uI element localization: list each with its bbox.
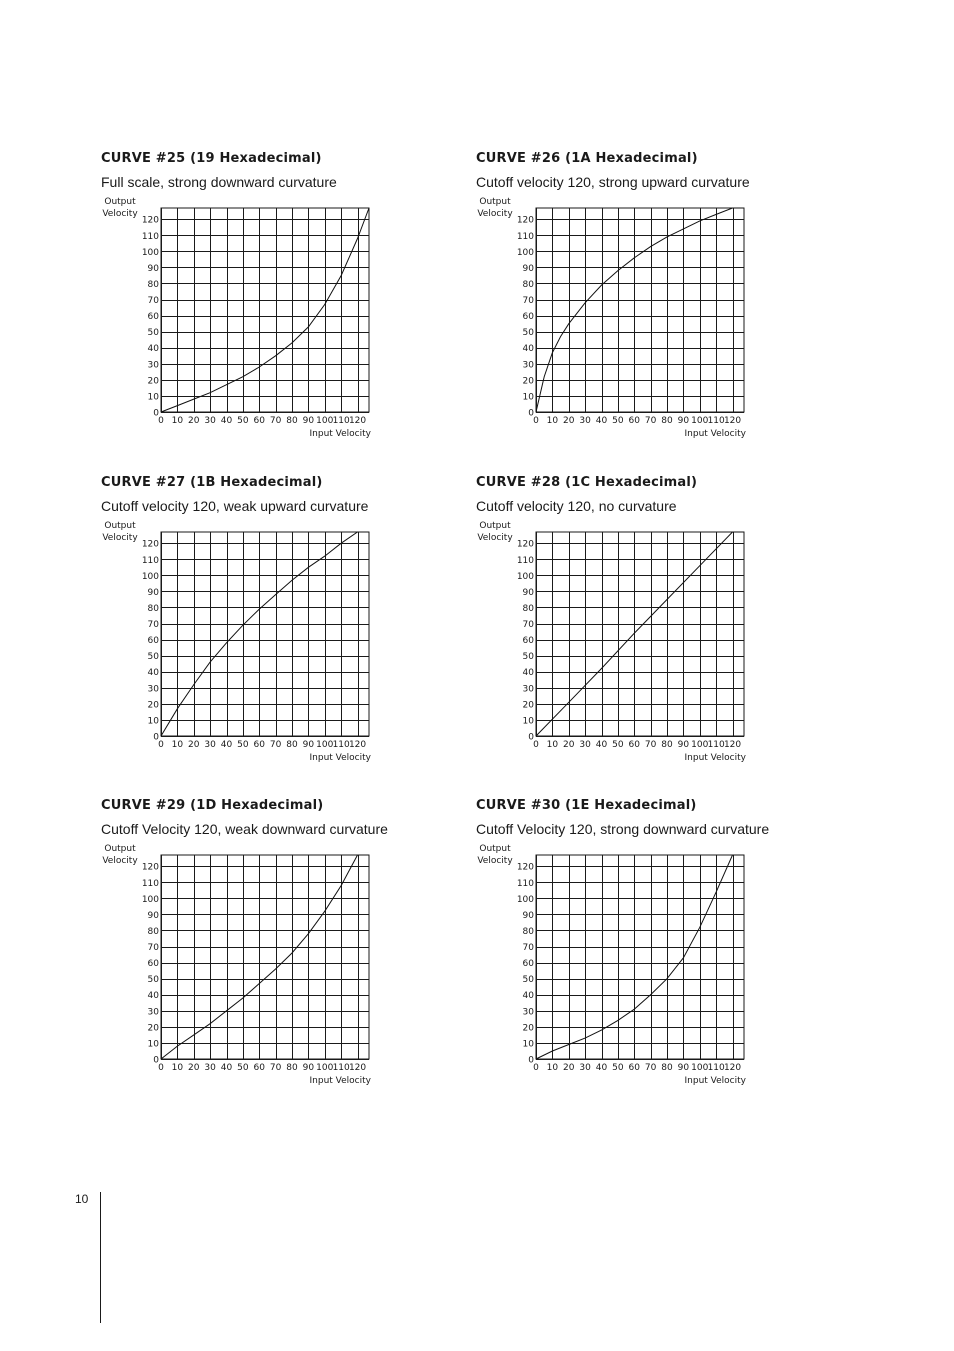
curve-27-chart	[101, 521, 381, 766]
y-tick-label: 0	[153, 408, 159, 419]
y-tick-label: 60	[522, 312, 534, 323]
x-axis-label: Input Velocity	[684, 1076, 746, 1086]
x-tick-label: 0	[533, 740, 539, 750]
x-tick-label: 70	[644, 1063, 657, 1073]
curve-description: Full scale, strong downward curvature	[101, 174, 337, 190]
curve-29-chart	[101, 844, 381, 1089]
page-number: 10	[75, 1192, 89, 1206]
x-tick-label: 20	[563, 416, 575, 426]
x-tick-label: 80	[286, 416, 298, 426]
y-tick-label: 10	[147, 716, 159, 727]
y-tick-label: 110	[141, 878, 159, 889]
x-tick-label: 100	[316, 740, 334, 750]
x-tick-label: 40	[220, 740, 233, 750]
x-axis-label: Input Velocity	[684, 429, 746, 439]
y-tick-label: 90	[147, 587, 159, 598]
x-tick-label: 20	[188, 416, 200, 426]
y-tick-label: 100	[141, 247, 159, 258]
x-axis-label: Input Velocity	[309, 429, 371, 439]
x-tick-label: 100	[316, 416, 334, 426]
y-tick-label: 10	[522, 1039, 534, 1050]
plot-frame	[161, 532, 369, 736]
x-axis-label: Input Velocity	[309, 1076, 371, 1086]
curve-series-line	[536, 532, 744, 736]
y-axis-label: Velocity	[102, 209, 138, 219]
y-tick-label: 0	[528, 408, 534, 419]
x-tick-label: 60	[628, 416, 640, 426]
curve-series-line	[161, 208, 369, 412]
y-tick-label: 20	[147, 700, 159, 711]
x-tick-label: 80	[286, 1063, 298, 1073]
y-tick-label: 80	[147, 603, 159, 614]
y-tick-label: 90	[147, 263, 159, 274]
y-axis-label: Velocity	[102, 856, 138, 866]
y-axis-label: Velocity	[477, 856, 513, 866]
y-tick-label: 80	[522, 279, 534, 290]
y-tick-label: 110	[516, 231, 534, 242]
y-axis-label: Velocity	[477, 209, 513, 219]
y-tick-label: 80	[522, 603, 534, 614]
x-tick-label: 0	[158, 416, 164, 426]
y-tick-label: 120	[516, 215, 534, 226]
x-tick-label: 40	[220, 1063, 233, 1073]
y-tick-label: 20	[522, 700, 534, 711]
x-tick-label: 80	[286, 740, 298, 750]
y-tick-label: 0	[153, 732, 159, 743]
y-tick-label: 70	[147, 620, 159, 631]
plot-frame	[536, 208, 744, 412]
x-tick-label: 40	[220, 416, 233, 426]
x-tick-label: 40	[595, 1063, 608, 1073]
y-axis-label: Output	[104, 844, 136, 854]
grid	[536, 855, 744, 1060]
x-tick-label: 10	[546, 416, 559, 426]
x-tick-label: 90	[677, 1063, 690, 1073]
curve-series-line	[536, 855, 744, 1059]
x-tick-label: 30	[204, 416, 216, 426]
curve-series-line	[536, 208, 744, 412]
x-tick-label: 100	[691, 1063, 709, 1073]
curve-title: CURVE #27 (1B Hexadecimal)	[101, 475, 323, 490]
x-tick-label: 50	[612, 740, 624, 750]
y-tick-label: 100	[516, 247, 534, 258]
x-tick-label: 30	[579, 1063, 591, 1073]
x-tick-label: 120	[348, 416, 367, 426]
y-tick-label: 40	[147, 344, 159, 355]
x-tick-label: 90	[302, 416, 315, 426]
x-tick-label: 80	[661, 416, 673, 426]
x-tick-label: 110	[332, 416, 350, 426]
x-tick-label: 60	[628, 1063, 640, 1073]
grid	[161, 855, 369, 1060]
y-tick-label: 120	[141, 215, 159, 226]
y-axis-label: Output	[104, 521, 136, 531]
y-tick-label: 10	[522, 392, 534, 403]
y-tick-label: 60	[147, 636, 159, 647]
y-tick-label: 100	[516, 894, 534, 905]
plot-frame	[161, 855, 369, 1059]
x-tick-label: 50	[612, 416, 624, 426]
grid	[536, 532, 744, 737]
curve-title: CURVE #28 (1C Hexadecimal)	[476, 475, 698, 490]
x-tick-label: 70	[269, 1063, 282, 1073]
y-tick-label: 100	[141, 571, 159, 582]
x-tick-label: 110	[332, 1063, 350, 1073]
y-tick-label: 60	[522, 959, 534, 970]
x-tick-label: 50	[237, 416, 249, 426]
y-tick-label: 10	[147, 1039, 159, 1050]
x-tick-label: 0	[158, 1063, 164, 1073]
plot-frame	[536, 855, 744, 1059]
x-tick-label: 110	[707, 416, 725, 426]
y-tick-label: 120	[141, 539, 159, 550]
grid	[161, 208, 369, 413]
x-axis-label: Input Velocity	[309, 753, 371, 763]
y-tick-label: 50	[147, 652, 159, 663]
x-tick-label: 60	[253, 416, 265, 426]
x-tick-label: 90	[677, 416, 690, 426]
x-tick-label: 70	[644, 740, 657, 750]
x-tick-label: 20	[563, 1063, 575, 1073]
y-tick-label: 30	[522, 1007, 534, 1018]
y-tick-label: 110	[516, 878, 534, 889]
x-tick-label: 20	[563, 740, 575, 750]
x-tick-label: 110	[332, 740, 350, 750]
x-tick-label: 50	[612, 1063, 624, 1073]
y-tick-label: 90	[522, 910, 534, 921]
y-tick-label: 120	[141, 862, 159, 873]
y-tick-label: 30	[147, 1007, 159, 1018]
y-tick-label: 0	[528, 1055, 534, 1066]
y-tick-label: 90	[147, 910, 159, 921]
y-tick-label: 20	[522, 1023, 534, 1034]
y-tick-label: 90	[522, 263, 534, 274]
y-tick-label: 100	[516, 571, 534, 582]
y-tick-label: 110	[516, 555, 534, 566]
x-tick-label: 90	[302, 740, 315, 750]
x-tick-label: 10	[171, 416, 184, 426]
x-tick-label: 120	[348, 1063, 367, 1073]
curve-26-chart	[476, 197, 756, 442]
y-tick-label: 50	[522, 975, 534, 986]
x-axis-label: Input Velocity	[684, 753, 746, 763]
y-tick-label: 110	[141, 231, 159, 242]
y-tick-label: 10	[147, 392, 159, 403]
y-tick-label: 70	[522, 943, 534, 954]
y-tick-label: 80	[147, 926, 159, 937]
x-tick-label: 0	[158, 740, 164, 750]
page-margin-rule	[100, 1192, 101, 1323]
x-tick-label: 80	[661, 740, 673, 750]
y-tick-label: 70	[147, 943, 159, 954]
x-tick-label: 10	[546, 1063, 559, 1073]
y-tick-label: 80	[147, 279, 159, 290]
x-tick-label: 120	[348, 740, 367, 750]
x-tick-label: 30	[579, 740, 591, 750]
plot-frame	[536, 532, 744, 736]
curve-28-chart	[476, 521, 756, 766]
curve-description: Cutoff velocity 120, weak upward curvature	[101, 498, 369, 514]
x-tick-label: 30	[204, 740, 216, 750]
x-tick-label: 90	[302, 1063, 315, 1073]
y-tick-label: 120	[516, 862, 534, 873]
y-tick-label: 40	[147, 991, 159, 1002]
y-axis-label: Output	[104, 197, 136, 207]
y-tick-label: 50	[522, 328, 534, 339]
y-tick-label: 20	[522, 376, 534, 387]
y-axis-label: Output	[479, 197, 511, 207]
y-tick-label: 30	[147, 684, 159, 695]
x-tick-label: 40	[595, 740, 608, 750]
x-tick-label: 10	[546, 740, 559, 750]
x-tick-label: 100	[316, 1063, 334, 1073]
y-tick-label: 50	[147, 975, 159, 986]
grid	[536, 208, 744, 413]
y-tick-label: 20	[147, 376, 159, 387]
y-tick-label: 20	[147, 1023, 159, 1034]
y-axis-label: Velocity	[477, 533, 513, 543]
x-tick-label: 120	[723, 1063, 742, 1073]
y-axis-label: Output	[479, 521, 511, 531]
x-tick-label: 120	[723, 416, 742, 426]
curve-30-chart	[476, 844, 756, 1089]
plot-frame	[161, 208, 369, 412]
grid	[161, 532, 369, 737]
x-tick-label: 100	[691, 740, 709, 750]
curve-25-chart	[101, 197, 381, 442]
y-tick-label: 110	[141, 555, 159, 566]
y-tick-label: 40	[147, 668, 159, 679]
y-tick-label: 120	[516, 539, 534, 550]
y-tick-label: 60	[147, 959, 159, 970]
x-tick-label: 70	[644, 416, 657, 426]
x-tick-label: 0	[533, 416, 539, 426]
x-tick-label: 60	[253, 1063, 265, 1073]
y-tick-label: 30	[522, 360, 534, 371]
x-tick-label: 10	[171, 1063, 184, 1073]
x-tick-label: 100	[691, 416, 709, 426]
x-tick-label: 30	[204, 1063, 216, 1073]
curve-description: Cutoff Velocity 120, strong downward curvature	[476, 821, 770, 837]
x-tick-label: 20	[188, 1063, 200, 1073]
x-tick-label: 90	[677, 740, 690, 750]
curve-description: Cutoff Velocity 120, weak downward curvature	[101, 821, 388, 837]
y-tick-label: 0	[153, 1055, 159, 1066]
x-tick-label: 80	[661, 1063, 673, 1073]
curve-title: CURVE #25 (19 Hexadecimal)	[101, 151, 322, 166]
x-tick-label: 30	[579, 416, 591, 426]
x-tick-label: 70	[269, 416, 282, 426]
x-tick-label: 20	[188, 740, 200, 750]
x-tick-label: 110	[707, 1063, 725, 1073]
x-tick-label: 60	[628, 740, 640, 750]
x-tick-label: 50	[237, 1063, 249, 1073]
curve-series-line	[161, 855, 369, 1059]
y-tick-label: 80	[522, 926, 534, 937]
x-tick-label: 0	[533, 1063, 539, 1073]
y-tick-label: 70	[522, 296, 534, 307]
y-tick-label: 30	[147, 360, 159, 371]
curve-title: CURVE #29 (1D Hexadecimal)	[101, 798, 324, 813]
x-tick-label: 10	[171, 740, 184, 750]
x-tick-label: 50	[237, 740, 249, 750]
y-tick-label: 40	[522, 344, 534, 355]
curve-description: Cutoff velocity 120, no curvature	[476, 498, 677, 514]
curve-title: CURVE #26 (1A Hexadecimal)	[476, 151, 698, 166]
curve-title: CURVE #30 (1E Hexadecimal)	[476, 798, 697, 813]
y-tick-label: 30	[522, 684, 534, 695]
x-tick-label: 110	[707, 740, 725, 750]
y-tick-label: 60	[522, 636, 534, 647]
x-tick-label: 120	[723, 740, 742, 750]
x-tick-label: 70	[269, 740, 282, 750]
y-axis-label: Velocity	[102, 533, 138, 543]
y-tick-label: 10	[522, 716, 534, 727]
x-tick-label: 40	[595, 416, 608, 426]
y-tick-label: 100	[141, 894, 159, 905]
y-tick-label: 60	[147, 312, 159, 323]
y-tick-label: 40	[522, 991, 534, 1002]
y-tick-label: 90	[522, 587, 534, 598]
x-tick-label: 60	[253, 740, 265, 750]
y-tick-label: 70	[147, 296, 159, 307]
y-axis-label: Output	[479, 844, 511, 854]
y-tick-label: 40	[522, 668, 534, 679]
y-tick-label: 50	[147, 328, 159, 339]
y-tick-label: 0	[528, 732, 534, 743]
y-tick-label: 70	[522, 620, 534, 631]
curve-description: Cutoff velocity 120, strong upward curvature	[476, 174, 750, 190]
curve-series-line	[161, 532, 369, 736]
y-tick-label: 50	[522, 652, 534, 663]
